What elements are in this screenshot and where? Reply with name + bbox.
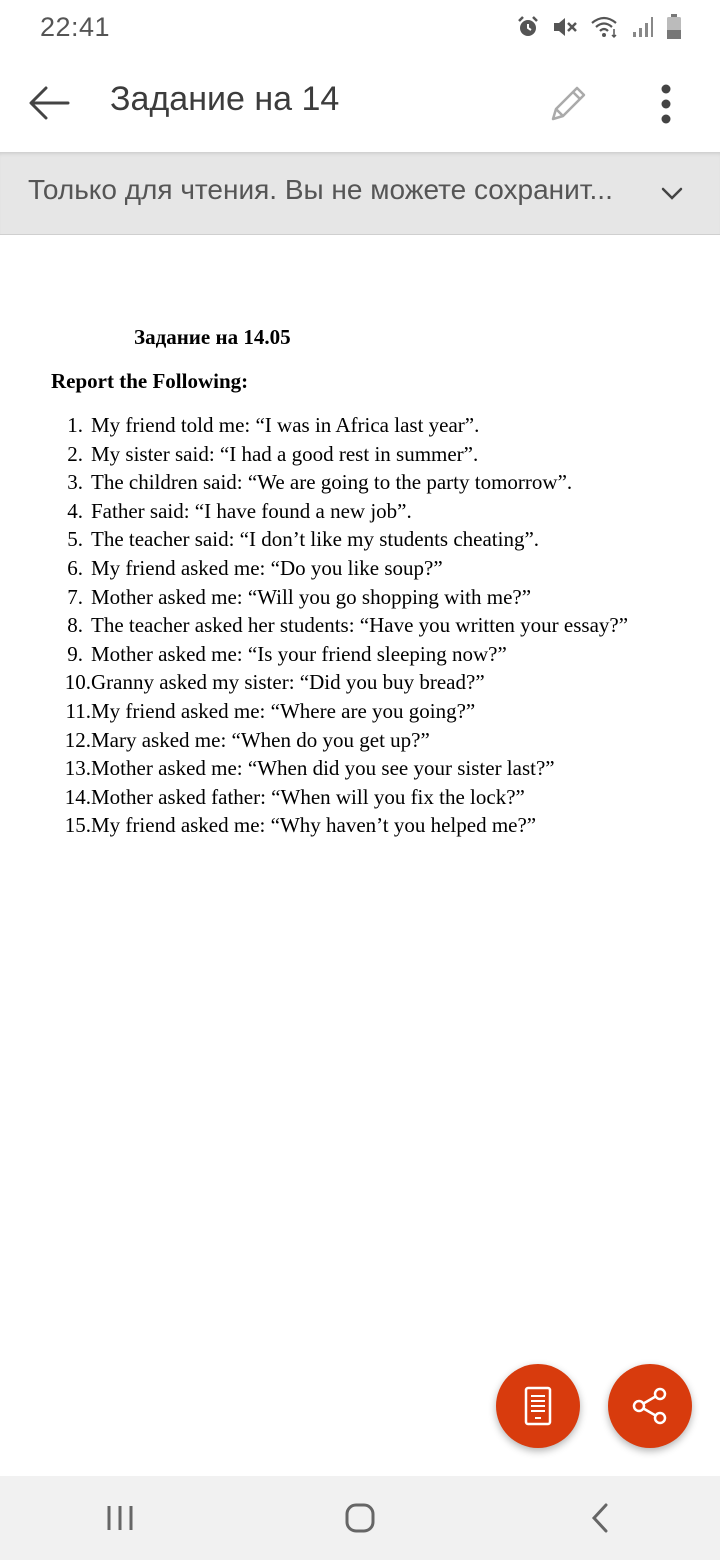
recents-button[interactable] (80, 1488, 160, 1548)
list-item-text: My friend asked me: “Where are you going?” (91, 698, 476, 723)
list-item-number: 14. (64, 784, 91, 809)
list-item-number: 8. (67, 613, 83, 638)
list-item-text: Mother asked me: “Is your friend sleeping now?” (91, 641, 507, 666)
list-item (58, 811, 628, 840)
recents-icon (106, 1504, 134, 1532)
list-item (58, 440, 628, 469)
alarm-icon (516, 15, 540, 39)
app-bar (0, 54, 720, 152)
list-item (58, 468, 628, 497)
status-time: 22:41 (40, 11, 111, 42)
expand-banner-button[interactable] (650, 174, 694, 214)
home-icon (345, 1503, 375, 1533)
status-icons (516, 14, 682, 40)
list-item (58, 411, 628, 440)
list-item (58, 611, 628, 640)
list-item (58, 754, 628, 783)
list-item-text: The teacher said: “I don’t like my students cheating”. (91, 527, 540, 552)
list-item-number: 3. (67, 470, 83, 495)
wifi-icon (590, 15, 620, 39)
list-item-number: 2. (67, 441, 83, 466)
list-item (58, 497, 628, 526)
list-item (58, 583, 628, 612)
list-item-text: Father said: “I have found a new job”. (91, 498, 412, 523)
list-item-text: My friend asked me: “Why haven’t you helped me?” (91, 813, 537, 838)
more-vertical-icon (660, 84, 672, 124)
document-subheading: Report the Following: (51, 369, 249, 393)
list-item-number: 15. (64, 813, 91, 838)
list-item-number: 11. (65, 698, 91, 723)
share-icon (630, 1386, 670, 1426)
mute-icon (552, 15, 578, 39)
list-item-text: Mother asked father: “When will you fix the lock?” (91, 784, 525, 809)
list-item-text: My sister said: “I had a good rest in summer”. (91, 441, 479, 466)
back-button[interactable] (22, 76, 76, 130)
read-only-banner-text: Только для чтения. Вы не можете сохранит... (28, 174, 613, 205)
list-item (58, 783, 628, 812)
list-item-text: Granny asked my sister: “Did you buy bread?” (91, 670, 485, 695)
list-item-text: My friend told me: “I was in Africa last year”. (91, 413, 480, 437)
edit-button[interactable] (540, 76, 596, 132)
list-item (58, 525, 628, 554)
list-item-number: 5. (67, 527, 83, 552)
list-item (58, 697, 628, 726)
list-item-number: 13. (64, 756, 91, 781)
read-only-banner[interactable] (0, 152, 720, 235)
arrow-left-icon (28, 86, 70, 120)
list-item-text: The children said: “We are going to the party tomorrow”. (91, 470, 573, 495)
battery-icon (666, 14, 682, 40)
more-options-button[interactable] (640, 76, 692, 132)
list-item-text: Mary asked me: “When do you get up?” (91, 727, 430, 752)
list-item (58, 668, 628, 697)
list-item-number: 4. (67, 498, 83, 523)
system-back-button[interactable] (560, 1488, 640, 1548)
signal-icon (632, 15, 654, 39)
chevron-down-icon (661, 187, 683, 201)
reading-mode-button[interactable] (496, 1364, 580, 1448)
list-item (58, 640, 628, 669)
document-heading: Задание на 14.05 (134, 325, 291, 349)
reading-mode-icon (523, 1386, 553, 1426)
list-item-number: 1. (67, 413, 83, 437)
navigation-bar (0, 1476, 720, 1560)
pencil-icon (547, 83, 589, 125)
home-button[interactable] (320, 1488, 400, 1548)
share-button[interactable] (608, 1364, 692, 1448)
list-item (58, 554, 628, 583)
document-title: Задание на 14 (110, 80, 340, 118)
list-item-text: My friend asked me: “Do you like soup?” (91, 555, 443, 580)
document-page[interactable] (0, 236, 720, 1476)
back-chevron-icon (590, 1503, 610, 1533)
status-bar (0, 0, 720, 54)
list-item-number: 10. (64, 670, 91, 695)
list-item-number: 6. (67, 555, 83, 580)
list-item-text: Mother asked me: “Will you go shopping with me?” (91, 584, 532, 609)
list-item-number: 9. (67, 641, 83, 666)
exercise-list (58, 411, 628, 840)
list-item-text: Mother asked me: “When did you see your sister last?” (91, 756, 555, 781)
list-item-number: 12. (64, 727, 91, 752)
list-item (58, 726, 628, 755)
list-item-text: The teacher asked her students: “Have you written your essay?” (91, 613, 629, 638)
list-item-number: 7. (67, 584, 83, 609)
